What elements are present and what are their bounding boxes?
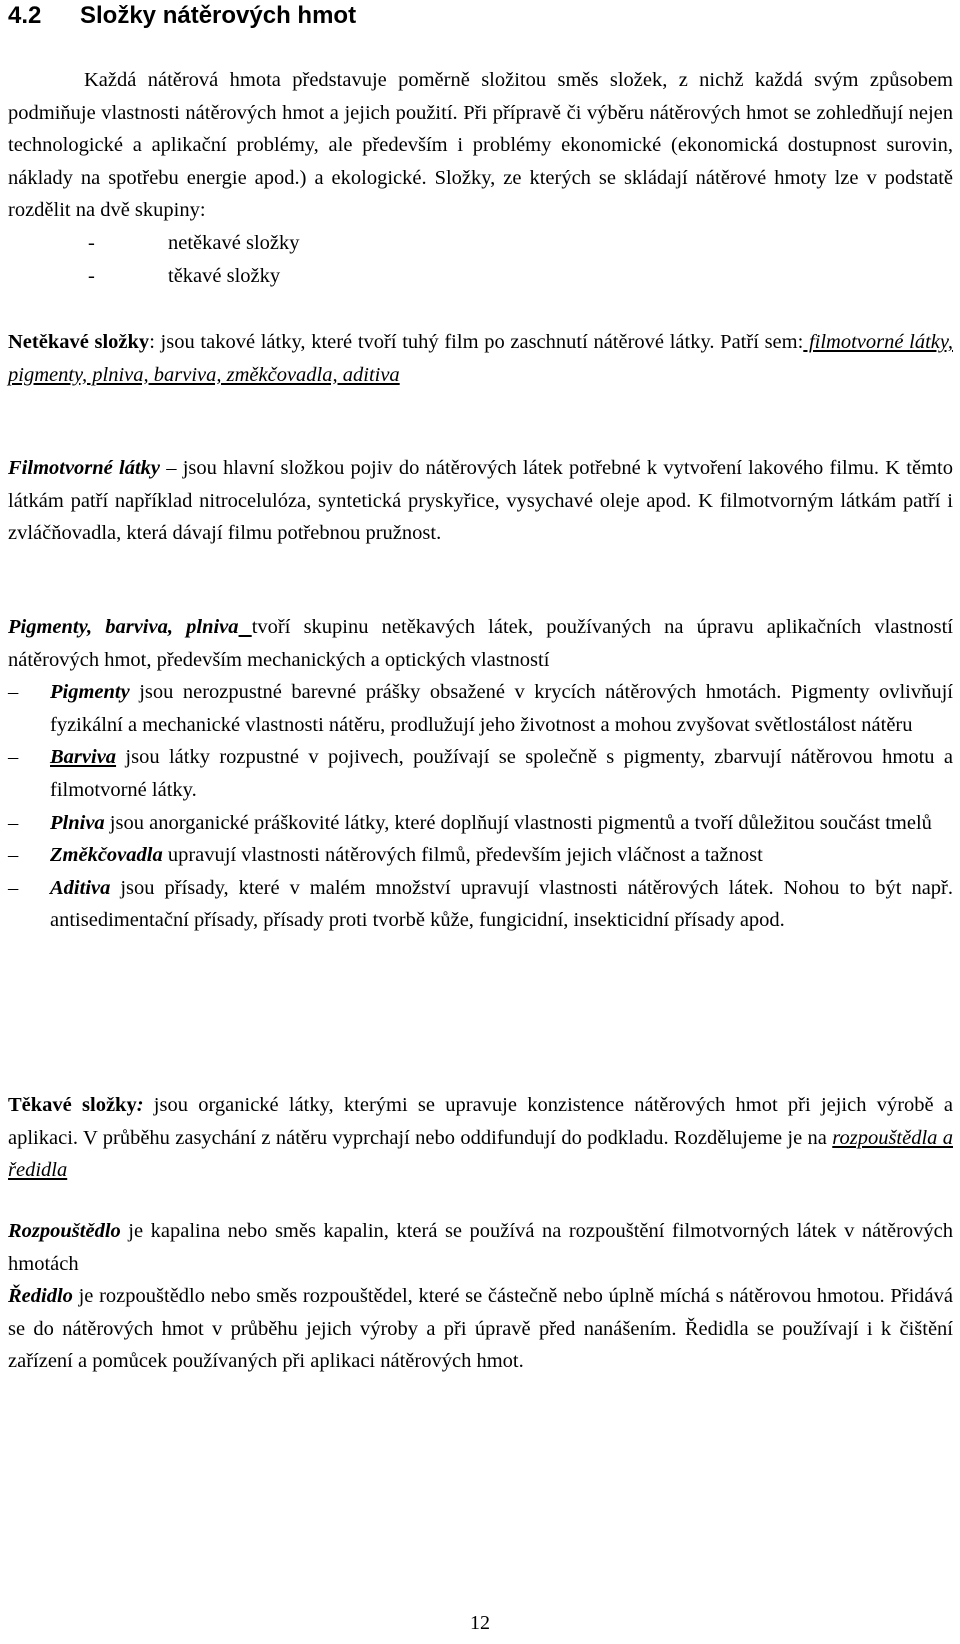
term-netekave: Netěkavé složky [8,331,150,353]
list-item [8,741,953,806]
rozpoustedlo-redidlo-block [8,1215,953,1378]
item-term: Aditiva [50,876,111,899]
item-term: Barviva [50,746,117,769]
group-label: netěkavé složky [168,231,300,254]
term-colon: : [136,1094,144,1116]
group-label: těkavé složky [168,264,281,287]
dash-marker: - [88,231,95,254]
page-number: 12 [470,1612,490,1634]
item-term: Pigmenty [50,681,130,704]
section-number: 4.2 [8,2,42,29]
section-heading [8,2,356,30]
term-tekave: Těkavé složky [8,1094,137,1116]
group-item [8,260,953,293]
netekave-paragraph [8,326,953,391]
dash-marker: – [8,844,19,867]
item-text: jsou látky rozpustné v pojivech, používají se společně s pigmenty, zbarvují nátěrovou hmotu a filmotvorné látky. [50,746,953,801]
dash-marker: – [8,681,19,704]
paragraph-text: je rozpouštědlo nebo směs rozpouštědel, které se částečně nebo úplně míchá s nátěrovou hmotou. Přidává se do nátěrových hmot v průběhu jejich výroby a při úpravě před nanášením. Ředidla se používají i k čištění zařízení a pomůcek používaných při aplikaci nátěrových hmot. [8,1285,953,1373]
dash-marker: – [8,811,19,834]
paragraph-text: : jsou takové látky, které tvoří tuhý film po zaschnutí nátěrové látky. Patří sem: [149,331,804,353]
item-text: upravují vlastnosti nátěrových filmů, především jejich vláčnost a tažnost [162,844,763,867]
term-redidlo: Ředidlo [8,1285,73,1308]
item-text: jsou anorganické práškovité látky, které doplňují vlastnosti pigmentů a tvoří důležitou součást tmelů [104,811,932,834]
item-text: jsou přísady, které v malém množství upravují vlastnosti nátěrových látek. Nohou to být např. antisedimentační přísady, přísady proti tvorbě kůže, fungicidní, insekticidní přísady apod. [50,876,953,932]
paragraph-text: tvoří skupinu netěkavých látek, používaných na úpravu aplikačních vlastností nátěrových hmot, především mechanických a optických vlastností [8,616,953,671]
item-term: Změkčovadla [50,844,163,867]
list-item [8,839,953,872]
dash-marker: – [8,746,19,769]
term-rozpoustedlo: Rozpouštědlo [8,1220,121,1242]
paragraph-text: je kapalina nebo směs kapalin, která se používá na rozpouštění filmotvorných látek v nátěrových hmotách [8,1220,953,1275]
list-item [8,676,953,741]
filmotvorne-paragraph [8,452,953,550]
intro-block [8,64,953,292]
pigmenty-section [8,611,953,937]
list-item [8,872,953,937]
dash-marker: - [88,264,95,287]
paragraph-text: – jsou hlavní složkou pojiv do nátěrových látek potřebné k vytvoření lakového filmu. K těmto látkám patří například nitrocelulóza, syntetická pryskyřice, vysychavé oleje apod. K filmotvorným látkám patří i zvláčňovadla, která dávají filmu potřebnou pružnost. [8,457,953,545]
dash-marker: – [8,876,19,899]
underline-gap [239,616,252,638]
item-text: jsou nerozpustné barevné prášky obsažené v krycích nátěrových hmotách. Pigmenty ovlivňují fyzikální a mechanické vlastnosti nátěru, prodlužují jeho životnost a mohou zvyšovat světlostálost nátěru [50,681,953,736]
item-term: Plniva [50,811,105,834]
paragraph-text: jsou organické látky, kterými se upravuje konzistence nátěrových hmot při jejich výrobě a aplikaci. V průběhu zasychání z nátěru vyprchají nebo oddifundují do podkladu. Rozdělujeme je na [8,1094,953,1149]
term-pigmenty-barviva-plniva: Pigmenty, barviva, plniva [8,616,239,638]
list-item [8,807,953,840]
intro-paragraph: Každá nátěrová hmota představuje poměrně složitou směs složek, z nichž každá svým způsobem podmiňuje vlastnosti nátěrových hmot a jejich použití. Při přípravě či výběru nátěrových hmot se zohledňují nejen technologické a aplikační problémy, ale především i problémy ekonomické (ekonomická dostupnost surovin, náklady na spotřebu energie apod.) a ekologické. Složky, ze kterých se skládají nátěrové hmoty lze v podstatě rozdělit na dvě skupiny: [8,69,953,222]
tekave-paragraph [8,1089,953,1187]
group-item [8,227,953,260]
term-filmotvorne: Filmotvorné látky [8,457,160,479]
rozpoustedla-link-text: rozpouštědla a ředidla [8,1126,953,1182]
component-list: filmotvorné látky, pigmenty, plniva, barviva, změkčovadla, aditiva [8,331,953,386]
section-title: Složky nátěrových hmot [80,2,357,29]
